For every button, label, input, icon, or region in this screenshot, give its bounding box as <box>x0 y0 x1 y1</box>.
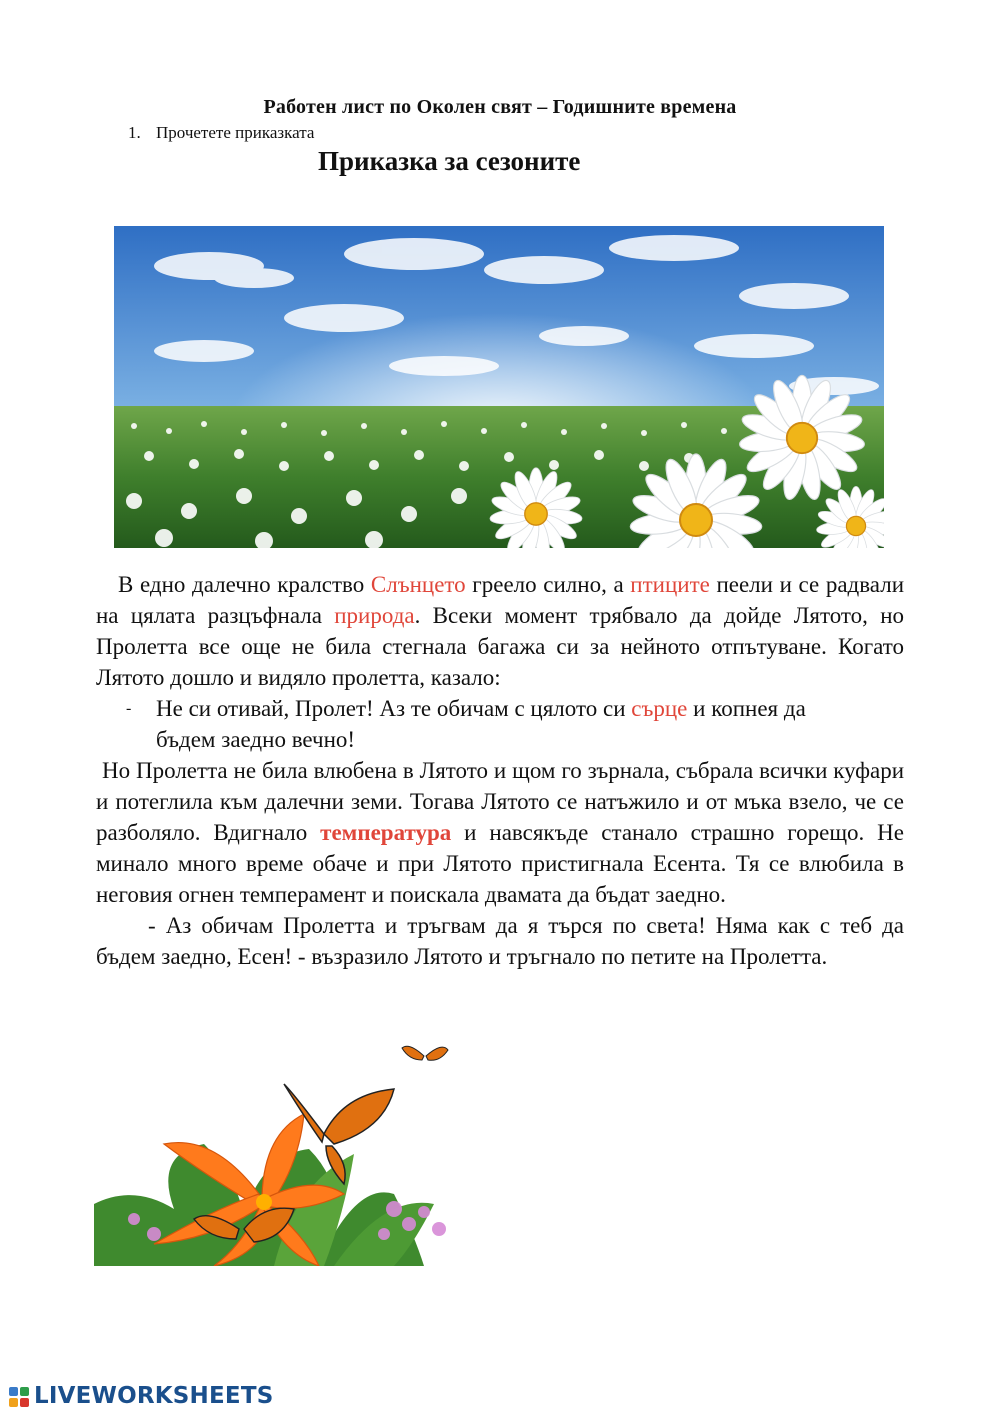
liveworksheets-logo-icon <box>8 1384 30 1408</box>
instruction-text: Прочетете приказката <box>156 123 315 142</box>
story-text-span: греело силно, а <box>465 572 631 597</box>
word-birds: птиците <box>630 572 710 597</box>
story-text-span: и навсякъде станало страшно горещо. Не минало много време обаче и при Лятото пристигнала Есента. Тя се влюбила в неговия огнен темперамент и поискала двамата да бъдат заедно. <box>96 820 904 907</box>
liveworksheets-logo[interactable] <box>8 1381 273 1411</box>
daisy-meadow-image <box>114 226 884 548</box>
word-nature: природа <box>334 603 415 628</box>
story-text <box>96 569 904 972</box>
word-sun: Слънцето <box>370 572 466 597</box>
story-text-span: и копнея да <box>687 696 806 721</box>
story-paragraph-3: - Аз обичам Пролетта и тръгвам да я търся по света! Няма как с теб да бъдем заедно, Есен! - възразило Лятото и тръгнало по петите на Пролетта. <box>96 913 904 969</box>
dialog-spring <box>96 693 904 724</box>
word-heart: сърце <box>631 696 688 721</box>
story-paragraph-2 <box>96 755 904 910</box>
story-text-span: В едно далечно кралство <box>118 572 371 597</box>
story-text-span: пеели и се радвали на цялата разцъфнала <box>96 572 905 628</box>
worksheet-title: Работен лист по Околен свят – Годишните времена <box>263 96 737 118</box>
story-text-span: Но Пролетта не била влюбена в Лятото и щом го зърнала, събрала всички куфари и потеглила към далечни земи. Тогава Лятото се натъжило и от мъка взело, че се разболяло. Вдигнало <box>96 758 904 845</box>
story-title: Приказка за сезоните <box>318 146 581 176</box>
lily-butterflies-image <box>94 1034 486 1266</box>
instruction-number: 1. <box>128 123 141 142</box>
dialog-dash: - <box>126 700 132 717</box>
story-text-span: . Всеки момент трябвало да дойде Лятото, но Пролетта все още не била стегнала багажа си за нейното отпътуване. Когато Лятото дошло и видяло пролетта, казало: <box>96 603 904 690</box>
story-text-span: Не си отивай, Пролет! Аз те обичам с цялото си <box>156 696 632 721</box>
word-temperature: температура <box>320 820 452 845</box>
logo-text: LIVEWORKSHEETS <box>34 1383 274 1409</box>
instruction <box>128 123 314 143</box>
dialog-spring-continued: бъдем заедно вечно! <box>156 727 356 752</box>
story-paragraph-1 <box>96 569 904 693</box>
